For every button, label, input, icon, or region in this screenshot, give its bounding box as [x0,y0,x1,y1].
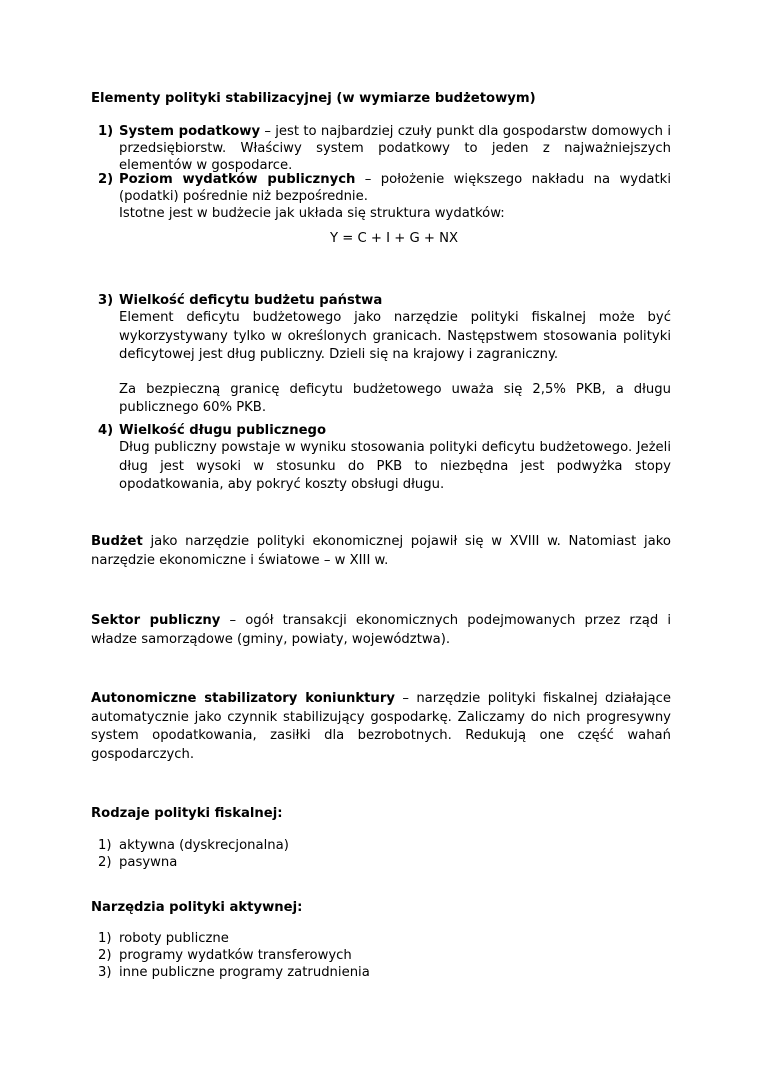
paragraph-autonomiczne-stabilizatory [91,690,671,764]
item-term: System podatkowy [119,124,261,139]
list-item-poziom-wydatkow [91,171,671,222]
list-item [91,854,671,871]
list-text: inne publiczne programy zatrudnienia [119,965,370,980]
list-number: 1) [98,838,112,853]
list-text: aktywna (dyskrecjonalna) [119,838,289,853]
item-text: – jest to najbardziej czuły punkt dla gospodarstw domowych i przedsiębiorstw. Właściwy system podatkowy to jeden z najważniejszych elementów w gospodarce. [119,124,672,173]
paragraph-text: – narzędzie polityki fiskalnej działające automatycznie jako czynnik stabilizujący gospodarkę. Zaliczamy do nich progresywny system opodatkowania, zasiłki dla bezrobotnych. Redukują one część wahań gospodarczych. [91,691,671,762]
paragraph-sektor-publiczny [91,612,671,649]
paragraph-text: jako narzędzie polityki ekonomicznej pojawił się w XVIII w. Natomiast jako narzędzie ekonomiczne i światowe – w XIII w. [91,534,671,568]
item-term: Wielkość deficytu budżetu państwa [119,293,383,308]
list-item [91,837,671,854]
list-item [91,947,671,964]
list-text: pasywna [119,855,178,870]
list-number: 3) [98,965,112,980]
list-item-system-podatkowy [91,123,671,174]
paragraph-term: Budżet [91,534,143,549]
list-number: 2) [98,855,112,870]
item-number: 2) [98,172,114,187]
list-text: programy wydatków transferowych [119,948,352,963]
list-text: roboty publiczne [119,931,229,946]
list-item-dlug [91,422,671,495]
item-term: Wielkość długu publicznego [119,423,327,438]
list-narzedzia [91,930,671,981]
paragraph-term: Sektor publiczny [91,613,221,628]
list-number: 2) [98,948,112,963]
list-number: 1) [98,931,112,946]
paragraph-text: – ogół transakcji ekonomicznych podejmowanych przez rząd i władze samorządowe (gminy, powiaty, województwa). [91,613,671,647]
item-paragraph: Za bezpieczną granicę deficytu budżetowego uważa się 2,5% PKB, a długu publicznego 60% PKB. [119,381,671,415]
list-item [91,964,671,981]
paragraph-budzet [91,533,671,570]
heading-narzedzia: Narzędzia polityki aktywnej: [91,900,303,915]
item-text: – położenie większego nakładu na wydatki (podatki) pośrednie niż bezpośrednie. [119,172,671,204]
gdp-formula: Y = C + I + G + NX [329,231,458,246]
item-paragraph: Dług publiczny powstaje w wyniku stosowania polityki deficytu budżetowego. Jeżeli dług jest wysoki w stosunku do PKB to niezbędna jest podwyżka stopy opodatkowania, aby pokryć koszty obsługi długu. [119,440,671,492]
item-note: Istotne jest w budżecie jak układa się struktura wydatków: [119,206,505,221]
document-title: Elementy polityki stabilizacyjnej (w wymiarze budżetowym) [91,91,536,106]
item-paragraph: Element deficytu budżetowego jako narzędzie polityki fiskalnej może być wykorzystywany tylko w określonych granicach. Następstwem stosowania polityki deficytowej jest dług publiczny. Dzieli się na krajowy i zagraniczny. [119,310,671,362]
item-number: 1) [98,124,114,139]
item-number: 3) [98,293,114,308]
heading-rodzaje: Rodzaje polityki fiskalnej: [91,806,283,821]
list-item-deficyt [91,292,671,418]
list-item [91,930,671,947]
item-number: 4) [98,423,114,438]
list-rodzaje [91,837,671,871]
paragraph-term: Autonomiczne stabilizatory koniunktury [91,691,395,706]
item-term: Poziom wydatków publicznych [119,172,356,187]
